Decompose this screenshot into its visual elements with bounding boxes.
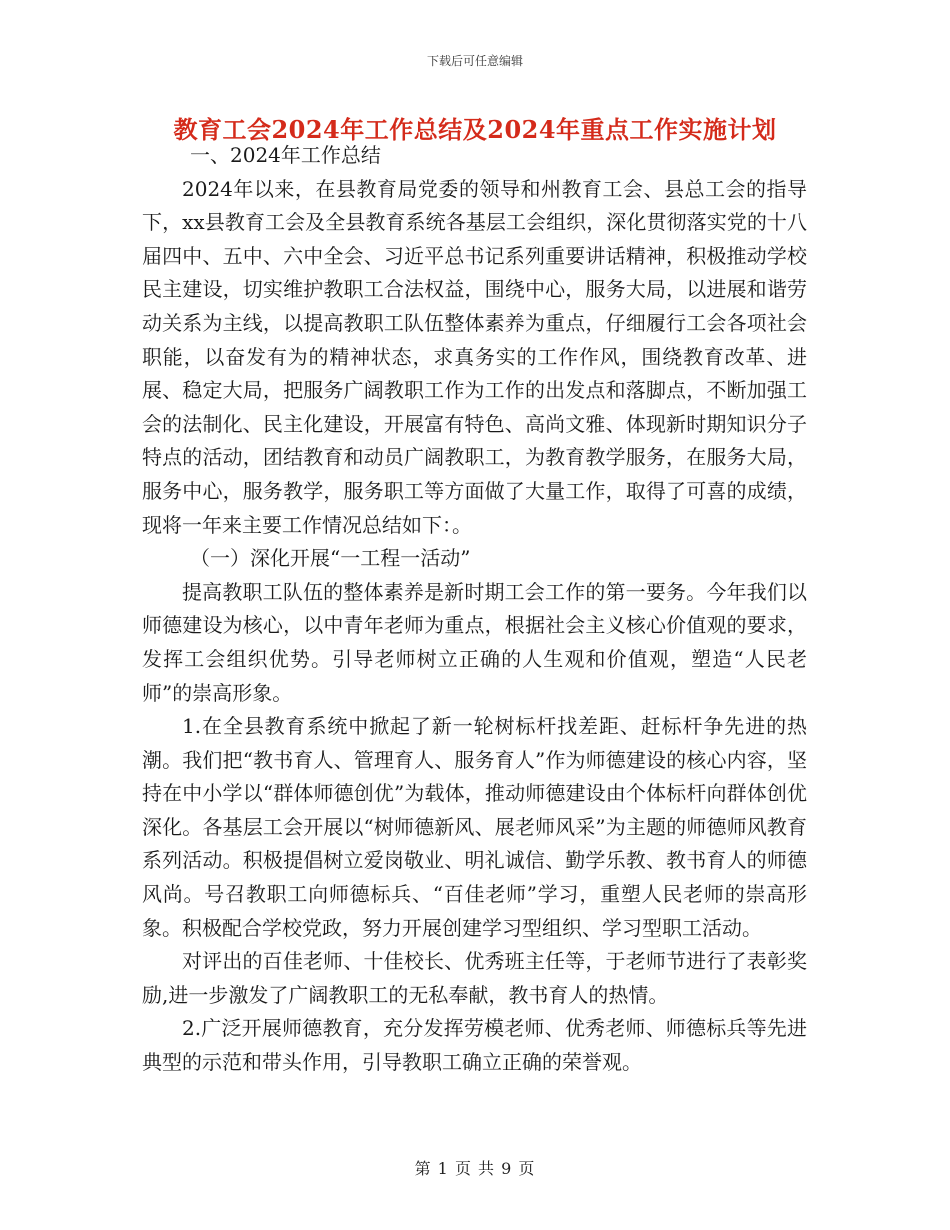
document-title: 教育工会2024年工作总结及2024年重点工作实施计划 bbox=[173, 115, 777, 144]
subsection-heading: （一）深化开展“一工程一活动” bbox=[190, 546, 471, 571]
paragraph: 2.广泛开展师德教育，充分发挥劳模老师、优秀老师、师德标兵等先进典型的示范和带头作用，引导教职工确立正确的荣誉观。 bbox=[142, 1016, 807, 1075]
paragraph: 1.在全县教育系统中掀起了新一轮树标杆找差距、赶标杆争先进的热潮。我们把“教书育人、管理育人、服务育人”作为师德建设的核心内容，坚持在中小学以“群体师德创优”为载体，推动师德建设由个体标杆向群体创优深化。各基层工会开展以“树师德新风、展老师风采”为主题的师德师风教育系列活动。积极提倡树立爱岗敬业、明礼诚信、勤学乐教、教书育人的师德风尚。号召教职工向师德标兵、“百佳老师”学习，重塑人民老师的崇高形象。积极配合学校党政，努力开展创建学习型组织、学习型职工活动。 bbox=[142, 714, 807, 940]
page-number: 第 1 页 共 9 页 bbox=[414, 1159, 536, 1178]
document-body bbox=[142, 139, 807, 1080]
paragraph: 提高教职工队伍的整体素养是新时期工会工作的第一要务。今年我们以师德建设为核心，以中青年老师为重点，根据社会主义核心价值观的要求，发挥工会组织优势。引导老师树立正确的人生观和价值观，塑造“人民老师”的崇高形象。 bbox=[142, 579, 807, 705]
page-header-note: 下载后可任意编辑 bbox=[426, 54, 523, 68]
paragraph: 对评出的百佳老师、十佳校长、优秀班主任等，于老师节进行了表彰奖励,进一步激发了广阔教职工的无私奉献，教书育人的热情。 bbox=[142, 949, 807, 1007]
paragraph: 2024年以来，在县教育局党委的领导和州教育工会、县总工会的指导下，xx县教育工会及全县教育系统各基层工会组织，深化贯彻落实党的十八届四中、五中、六中全会、习近平总书记系列重要讲话精神，积极推动学校民主建设，切实维护教职工合法权益，围绕中心，服务大局，以进展和谐劳动关系为主线，以提高教职工队伍整体素养为重点，仔细履行工会各项社会职能，以奋发有为的精神状态，求真务实的工作作风，围绕教育改革、进展、稳定大局，把服务广阔教职工作为工作的出发点和落脚点，不断加强工会的法制化、民主化建设，开展富有特色、高尚文雅、体现新时期知识分子特点的活动，团结教育和动员广阔教职工，为教育教学服务，在服务大局，服务中心，服务教学，服务职工等方面做了大量工作，取得了可喜的成绩，现将一年来主要工作情况总结如下：。 bbox=[142, 176, 807, 537]
section-heading: 一、2024年工作总结 bbox=[190, 143, 381, 167]
